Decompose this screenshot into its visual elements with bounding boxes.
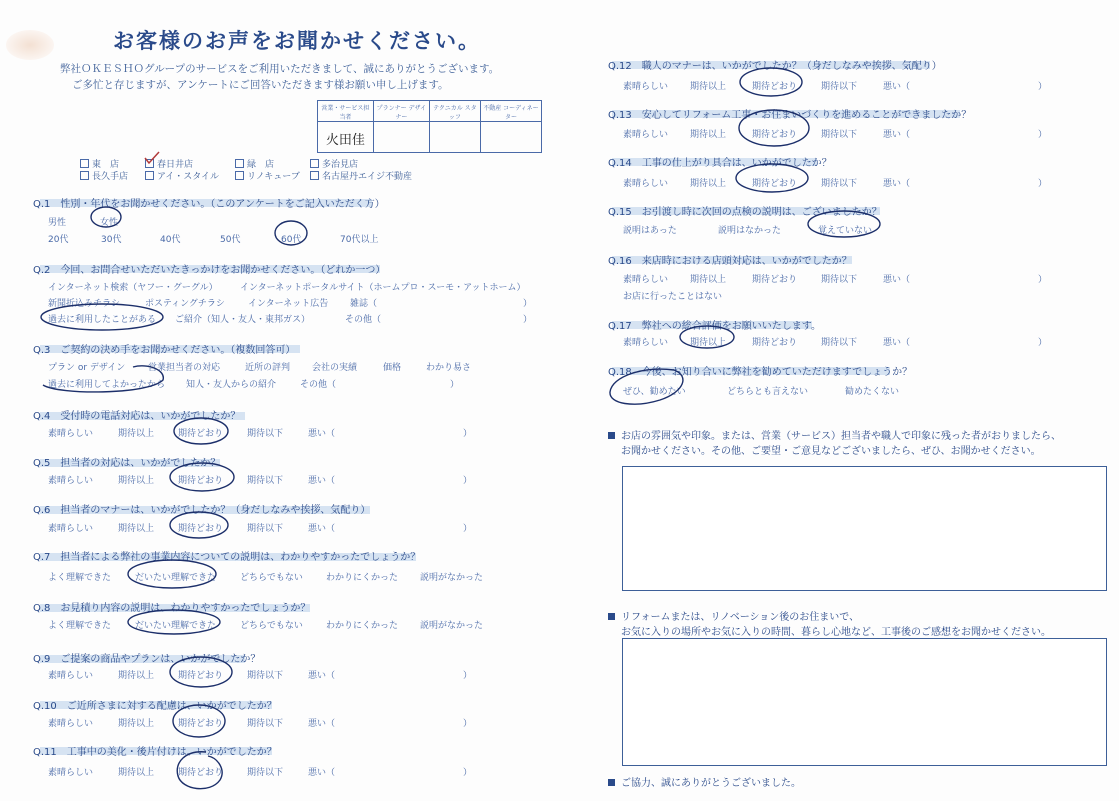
store-checkbox-istyle[interactable]: アイ・スタイル: [145, 169, 219, 182]
q14-opt-below[interactable]: 期待以下: [821, 179, 858, 189]
q2-option-posting[interactable]: ポスティングチラシ: [145, 299, 225, 309]
q1-label: Q.1 性別・年代をお聞かせください。（このアンケートをご記入いただく方）: [33, 199, 385, 210]
q13-opt-expected[interactable]: 期待どおり: [752, 130, 798, 140]
q17-opt-bad[interactable]: 悪い（: [883, 338, 911, 348]
store-checkbox-higashi[interactable]: 東 店: [80, 157, 119, 170]
q3-option-clarity[interactable]: わかり易さ: [426, 363, 472, 373]
stamp-mark: [6, 30, 54, 60]
q10-opt-great[interactable]: 素晴らしい: [48, 719, 94, 729]
q1-option-60s[interactable]: 60代: [281, 235, 302, 245]
q9-opt-above[interactable]: 期待以上: [118, 671, 155, 681]
staff-sales-name[interactable]: 火田佳: [318, 122, 374, 153]
intro-line-1: 弊社ＯＫＥＳＨＯグループのサービスをご利用いただきまして、誠にありがとうございます。: [60, 63, 500, 75]
q18-opt-yes[interactable]: ぜひ、勧めたい: [623, 387, 686, 397]
q6-opt-expected[interactable]: 期待どおり: [178, 524, 224, 534]
q3-option-sales[interactable]: 営業担当者の対応: [148, 363, 221, 373]
q9-opt-great[interactable]: 素晴らしい: [48, 671, 94, 681]
q4-paren-close: ）: [463, 429, 473, 439]
q16-opt-bad[interactable]: 悪い（: [883, 275, 911, 285]
q13-opt-above[interactable]: 期待以上: [690, 130, 727, 140]
q6-opt-above[interactable]: 期待以上: [118, 524, 155, 534]
q3-label: Q.3 ご契約の決め手をお聞かせください。（複数回答可）: [33, 345, 296, 356]
q4-opt-expected[interactable]: 期待どおり: [178, 429, 224, 439]
q2-label: Q.2 今回、お問合せいただいたきっかけをお聞かせください。（どれか一つ）: [33, 265, 386, 276]
store-checkbox-nagoya[interactable]: 名古屋丹エイジ不動産: [310, 169, 412, 182]
q7-opt-none[interactable]: 説明がなかった: [420, 573, 484, 583]
q14-opt-great[interactable]: 素晴らしい: [623, 179, 669, 189]
q17-opt-above[interactable]: 期待以上: [690, 338, 727, 348]
q2-option-netad[interactable]: インターネット広告: [248, 299, 329, 309]
q8-opt-mostly[interactable]: だいたい理解できた: [135, 621, 217, 631]
q13-paren-close: ）: [1038, 130, 1048, 140]
q10-opt-expected[interactable]: 期待どおり: [178, 719, 224, 729]
q18-opt-no[interactable]: 勧めたくない: [845, 387, 900, 397]
q12-opt-great[interactable]: 素晴らしい: [623, 82, 669, 92]
staff-realestate-name[interactable]: [480, 122, 541, 153]
q8-opt-well[interactable]: よく理解できた: [48, 621, 112, 631]
q9-paren-close: ）: [463, 671, 473, 681]
q12-opt-expected[interactable]: 期待どおり: [752, 82, 798, 92]
q7-opt-hard[interactable]: わかりにくかった: [326, 573, 399, 583]
q15-label: Q.15 お引渡し時に次回の点検の説明は、ございましたか？: [608, 207, 882, 218]
q16-opt-above[interactable]: 期待以上: [690, 275, 727, 285]
q11-opt-expected[interactable]: 期待どおり: [178, 768, 224, 778]
q13-label: Q.13 安心してリフォーム工事・お住まいづくりを進めることができましたか？: [608, 110, 972, 121]
q9-opt-below[interactable]: 期待以下: [247, 671, 284, 681]
q1-option-female[interactable]: 女性: [100, 218, 119, 228]
q11-label: Q.11 工事中の美化・後片付けは、いかがでしたか？: [33, 747, 277, 758]
q4-opt-above[interactable]: 期待以上: [118, 429, 155, 439]
q1-option-70s[interactable]: 70代以上: [340, 235, 379, 245]
q14-opt-bad[interactable]: 悪い（: [883, 179, 911, 189]
q7-opt-well[interactable]: よく理解できた: [48, 573, 112, 583]
q18-label: Q.18 今後、お知り合いに弊社を勧めていただけますでしょうか？: [608, 367, 913, 378]
q10-label: Q.10 ご近所さまに対する配慮は、いかがでしたか？: [33, 701, 277, 712]
q13-opt-below[interactable]: 期待以下: [821, 130, 858, 140]
q5-paren-close: ）: [463, 476, 473, 486]
q2-paren-close-2: ）: [523, 315, 533, 325]
q6-label: Q.6 担当者のマナーは、いかがでしたか？（身だしなみや挨拶、気配り）: [33, 505, 371, 516]
q2-option-other[interactable]: その他（: [345, 315, 382, 325]
q16-opt-great[interactable]: 素晴らしい: [623, 275, 669, 285]
store-checkbox-midori[interactable]: 緑 店: [235, 157, 274, 170]
q15-opt-forgot[interactable]: 覚えていない: [818, 226, 873, 236]
q14-opt-expected[interactable]: 期待どおり: [752, 179, 798, 189]
q2-paren-close: ）: [523, 299, 533, 309]
q1-option-male[interactable]: 男性: [48, 218, 67, 228]
staff-header-technical: テクニカル スタッフ: [429, 101, 480, 122]
q3-option-price[interactable]: 価格: [383, 363, 402, 373]
q17-opt-great[interactable]: 素晴らしい: [623, 338, 669, 348]
q7-opt-mostly[interactable]: だいたい理解できた: [135, 573, 217, 583]
q18-opt-neutral[interactable]: どちらとも言えない: [727, 387, 809, 397]
q17-opt-below[interactable]: 期待以下: [821, 338, 858, 348]
q2-option-pastuse[interactable]: 過去に利用したことがある: [48, 315, 157, 325]
q8-opt-neutral[interactable]: どちらでもない: [240, 621, 303, 631]
q3-option-pastgood[interactable]: 過去に利用してよかったから: [48, 380, 166, 390]
q1-option-30s[interactable]: 30代: [101, 235, 122, 245]
q11-opt-great[interactable]: 素晴らしい: [48, 768, 94, 778]
q16-label: Q.16 来店時における店頭対応は、いかがでしたか？: [608, 256, 852, 267]
q11-paren-close: ）: [463, 768, 473, 778]
q2-option-magazine[interactable]: 雑誌（: [350, 299, 378, 309]
q16-opt-expected[interactable]: 期待どおり: [752, 275, 798, 285]
q1-option-50s[interactable]: 50代: [220, 235, 241, 245]
q4-opt-below[interactable]: 期待以下: [247, 429, 284, 439]
q9-opt-expected[interactable]: 期待どおり: [178, 671, 224, 681]
q3-option-friend[interactable]: 知人・友人からの紹介: [186, 380, 277, 390]
q12-opt-bad[interactable]: 悪い（: [883, 82, 911, 92]
q16-opt-below[interactable]: 期待以下: [821, 275, 858, 285]
q7-opt-neutral[interactable]: どちらでもない: [240, 573, 303, 583]
q11-opt-above[interactable]: 期待以上: [118, 768, 155, 778]
q2-option-flyer[interactable]: 新聞折込みチラシ: [48, 299, 121, 309]
q13-opt-bad[interactable]: 悪い（: [883, 130, 911, 140]
q10-opt-above[interactable]: 期待以上: [118, 719, 155, 729]
comment1-prompt: お店の雰囲気や印象。または、営業（サービス）担当者や職人で印象に残った者がおりましたら、 お聞かせください。その他、ご要望・ご意見などございましたら、ぜひ、お聞かせください。: [608, 429, 1061, 459]
q17-paren-close: ）: [1038, 338, 1048, 348]
q4-opt-great[interactable]: 素晴らしい: [48, 429, 94, 439]
q8-label: Q.8 お見積り内容の説明は、わかりやすかったでしょうか？: [33, 603, 311, 614]
staff-header-planner: プランナー デザイナー: [373, 101, 429, 122]
q15-opt-no[interactable]: 説明はなかった: [718, 226, 782, 236]
q1-option-20s[interactable]: 20代: [48, 235, 69, 245]
q7-label: Q.7 担当者による弊社の事業内容についての説明は、わかりやすかったでしょうか？: [33, 552, 421, 563]
q16-paren-close: ）: [1038, 275, 1048, 285]
q14-label: Q.14 工事の仕上がり具合は、いかがでしたか？: [608, 158, 832, 169]
q10-opt-below[interactable]: 期待以下: [247, 719, 284, 729]
q3-option-plan[interactable]: プラン or デザイン: [48, 363, 126, 373]
q6-opt-great[interactable]: 素晴らしい: [48, 524, 94, 534]
q17-opt-expected[interactable]: 期待どおり: [752, 338, 798, 348]
staff-header-realestate: 不動産 コーディネーター: [480, 101, 541, 122]
comment1-textarea[interactable]: [622, 466, 1107, 591]
comment2-textarea[interactable]: [622, 638, 1107, 766]
q4-opt-bad[interactable]: 悪い（: [308, 429, 336, 439]
store-checkbox-kasugai[interactable]: 春日井店: [145, 157, 193, 170]
q12-label: Q.12 職人のマナーは、いかがでしたか？（身だしなみや挨拶、気配り）: [608, 61, 942, 72]
q6-opt-bad[interactable]: 悪い（: [308, 524, 336, 534]
store-checkbox-tajimi[interactable]: 多治見店: [310, 157, 358, 170]
intro-line-2: ご多忙と存じますが、アンケートにご回答いただきます様お願い申し上げます。: [72, 79, 449, 91]
staff-header-sales: 営業・サービス担当者: [318, 101, 374, 122]
q11-opt-bad[interactable]: 悪い（: [308, 768, 336, 778]
q5-opt-great[interactable]: 素晴らしい: [48, 476, 94, 486]
q10-opt-bad[interactable]: 悪い（: [308, 719, 336, 729]
q17-label: Q.17 弊社への総合評価をお願いいたします。: [608, 321, 821, 332]
q2-option-portal[interactable]: インターネットポータルサイト（ホームプロ・スーモ・アットホーム）: [240, 283, 526, 293]
q9-opt-bad[interactable]: 悪い（: [308, 671, 336, 681]
comment2-prompt: リフォームまたは、リノベーション後のお住まいで、 お気に入りの場所やお気に入りの時間、暮らし心地など、工事後のご感想をお聞かせください。: [608, 610, 1051, 640]
store-checkbox-nagakute[interactable]: 長久手店: [80, 169, 128, 182]
footer-thanks: ご協力、誠にありがとうございました。: [608, 776, 801, 791]
q4-label: Q.4 受付時の電話対応は、いかがでしたか？: [33, 411, 241, 422]
q8-opt-none[interactable]: 説明がなかった: [420, 621, 484, 631]
q5-opt-bad[interactable]: 悪い（: [308, 476, 336, 486]
q5-opt-below[interactable]: 期待以下: [247, 476, 284, 486]
q6-opt-below[interactable]: 期待以下: [247, 524, 284, 534]
q11-opt-below[interactable]: 期待以下: [247, 768, 284, 778]
staff-technical-name[interactable]: [429, 122, 480, 153]
q13-opt-great[interactable]: 素晴らしい: [623, 130, 669, 140]
staff-planner-name[interactable]: [373, 122, 429, 153]
q9-label: Q.9 ご提案の商品やプランは、いかがでしたか？: [33, 654, 261, 665]
q2-option-referral[interactable]: ご紹介（知人・友人・東邦ガス）: [175, 315, 311, 325]
q15-opt-yes[interactable]: 説明はあった: [623, 226, 677, 236]
q5-label: Q.5 担当者の対応は、いかがでしたか？: [33, 458, 221, 469]
q2-option-search[interactable]: インターネット検索（ヤフー・グーグル）: [48, 283, 218, 293]
q14-opt-above[interactable]: 期待以上: [690, 179, 727, 189]
q3-paren-close: ）: [450, 380, 460, 390]
q12-paren-close: ）: [1038, 82, 1048, 92]
q1-option-40s[interactable]: 40代: [160, 235, 181, 245]
q12-opt-above[interactable]: 期待以上: [690, 82, 727, 92]
q10-paren-close: ）: [463, 719, 473, 729]
q5-opt-expected[interactable]: 期待どおり: [178, 476, 224, 486]
q12-opt-below[interactable]: 期待以下: [821, 82, 858, 92]
q5-opt-above[interactable]: 期待以上: [118, 476, 155, 486]
q3-option-record[interactable]: 会社の実績: [312, 363, 358, 373]
staff-table: [317, 100, 542, 153]
store-checkbox-renocube[interactable]: リノキューブ: [235, 169, 300, 182]
q3-option-reputation[interactable]: 近所の評判: [245, 363, 291, 373]
page-title: お客様のお声をお聞かせください。: [113, 29, 481, 53]
q14-paren-close: ）: [1038, 179, 1048, 189]
q8-opt-hard[interactable]: わかりにくかった: [326, 621, 399, 631]
q3-option-other[interactable]: その他（: [300, 380, 337, 390]
q16-opt-never[interactable]: お店に行ったことはない: [623, 292, 723, 302]
q6-paren-close: ）: [463, 524, 473, 534]
